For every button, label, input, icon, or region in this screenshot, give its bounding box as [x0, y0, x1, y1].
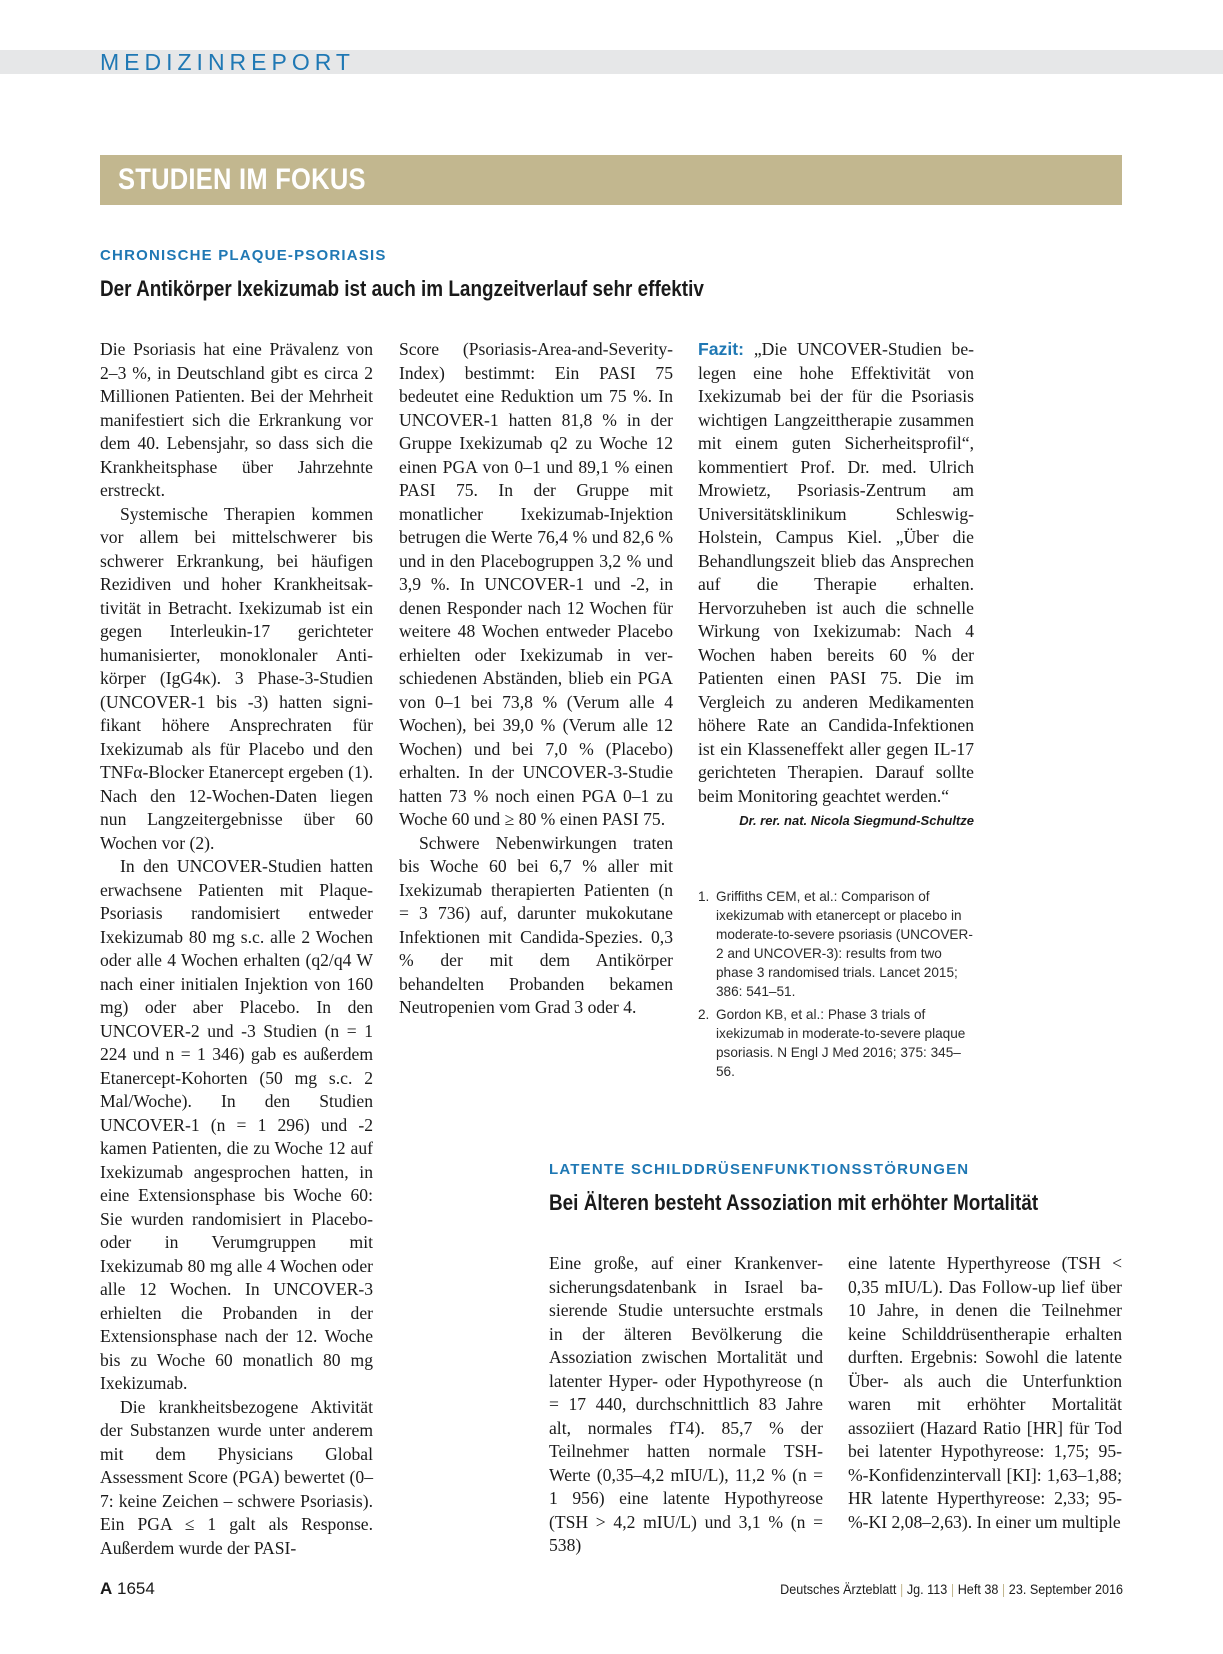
- article1-column-2: [399, 338, 673, 1020]
- journal-citation: [780, 1581, 1123, 1597]
- section-label: MEDIZINREPORT: [100, 49, 355, 75]
- paragraph: Systemische Therapien kommen vor allem bei mittelschwerer bis schwerer Erkrankung, bei häufigen Rezidiven und hoher Krankheitsaktivität in Betracht. Ixekizumab ist ein gegen Interleukin-17 gerichteter humanisierter, monoklonaler Antikörper (IgG4κ). 3 Phase-3-Studien (UNCOVER-1 bis -3) hatten signifikant höhere Ansprechraten für Ixekizumab als für Placebo und den TNFα-Blocker Etanercept ergeben (1). Nach den 12-Wochen-Daten liegen nun Langzeitergebnisse über 60 Wochen vor (2).: [100, 503, 373, 853]
- fazit-text: „Die UNCOVER-Studien belegen eine hohe Effektivität von Ixekizumab bei der für die Psoriasis wichtigen Langzeittherapie zusammen mit einem guten Sicherheitsprofil“, kommentiert Prof. Dr. med. Ulrich Mrowietz, Psoriasis-Zentrum am Universitätsklinikum Schleswig-Holstein, Campus Kiel. „Über die Behandlungszeit blieb das Ansprechen auf die Therapie erhalten. Hervorzuheben ist auch die schnelle Wirkung von Ixekizumab: Nach 4 Wochen haben bereits 60 % der Patienten einen PASI 75. Die im Vergleich zu anderen Medikamenten höhere Rate an Candida-Infektionen ist ein Klasseneffekt aller gegen IL-17 gerichteten Therapien. Darauf sollte beim Monitoring geachtet werden.“: [698, 339, 974, 806]
- journal-date: 23. September 2016: [1008, 1581, 1123, 1597]
- paragraph: Score (Psoriasis-Area-and-Severity-Index) bestimmt: Ein PASI 75 bedeutet eine Reduktion um 75 %. In UNCOVER-1 hatten 81,8 % in der Gruppe Ixekizumab q2 zu Woche 12 einen PGA von 0–1 und 89,1 % einen PASI 75. In der Gruppe mit monatlicher Ixekizumab-Injektion betrugen die Werte 76,4 % und 82,6 % und in den Placebogruppen 3,2 % und 3,9 %. In UNCOVER-1 und -2, in denen Responder nach 12 Wochen für weitere 48 Wochen entweder Placebo erhielten oder Ixekizumab in verschiedenen Abständen, blieb ein PGA von 0–1 bei 73,8 % (Verum alle 4 Wochen), bei 39,0 % (Verum alle 12 Wochen) und bei 7,0 % (Placebo) erhalten. In der UNCOVER-3-Studie hatten 73 % noch einen PGA 0–1 zu Woche 60 und ≥ 80 % einen PASI 75.: [399, 339, 673, 829]
- author-name: Dr. rer. nat. Nicola Siegmund-Schultze: [739, 813, 974, 828]
- separator: |: [899, 1581, 904, 1597]
- reference-number: 2.: [698, 1007, 710, 1022]
- article1-kicker: CHRONISCHE PLAQUE-PSORIASIS: [100, 247, 387, 264]
- reference-text: Gordon KB, et al.: Phase 3 trials of ixekizumab in moderate-to-severe plaque psoriasis. N Engl J Med 2016; 375: 345–56.: [716, 1007, 966, 1079]
- paragraph: Die krankheitsbezogene Aktivität der Substanzen wurde unter anderem mit dem Physicians Global Assessment Score (PGA) bewertet (0–7: keine Zeichen – schwere Psoriasis). Ein PGA ≤ 1 galt als Response. Außerdem wurde der PASI-: [100, 1396, 373, 1558]
- article2-column-2: [848, 1252, 1122, 1534]
- reference-text: Griffiths CEM, et al.: Comparison of ixekizumab with etanercept or placebo in moderate-to-severe psoriasis (UNCOVER-2 and UNCOVER-3): results from two phase 3 randomised trials. Lancet 2015; 386: 541–51.: [716, 889, 973, 999]
- fazit-paragraph: [698, 338, 974, 808]
- fazit-label: Fazit:: [698, 339, 744, 359]
- paragraph: Die Psoriasis hat eine Prävalenz von 2–3 %, in Deutschland gibt es circa 2 Millionen Patienten. Bei der Mehrheit manifestiert sich die Erkrankung vor dem 40. Lebensjahr, so dass sich die Krankheitsphase über Jahrzehnte erstreckt.: [100, 339, 373, 500]
- article2-kicker: LATENTE SCHILDDRÜSENFUNKTIONSSTÖRUNGEN: [549, 1161, 970, 1178]
- banner-title: STUDIEN IM FOKUS: [118, 163, 366, 196]
- references-list: [698, 887, 974, 1085]
- article1-column-1: [100, 338, 373, 1560]
- page-prefix: A: [100, 1579, 113, 1598]
- paragraph: Schwere Nebenwirkungen traten bis Woche 60 bei 6,7 % aller mit Ixekizumab therapierten Patienten (n = 3 736) auf, darunter mukokutane Infektionen mit Candida-Spezies. 0,3 % der mit dem Antikörper behandelten Probanden bekamen Neutropenien vom Grad 3 oder 4.: [399, 832, 673, 1017]
- article1-column-3: [698, 338, 974, 832]
- journal-issue: Heft 38: [957, 1581, 999, 1597]
- page-number-value: 1654: [117, 1579, 155, 1598]
- paragraph: In den UNCOVER-Studien hatten erwachsene Patienten mit Plaque-Psoriasis randomisiert entweder Ixekizumab 80 mg s.c. alle 2 Wochen oder alle 4 Wochen erhalten (q2/q4 W nach einer initialen Injektion von 160 mg) oder aber Placebo. In den UNCOVER-2 und -3 Studien (n = 1 224 und n = 1 346) gab es außerdem Etanercept-Kohorten (50 mg s.c. 2 Mal/Woche). In den Studien UNCOVER-1 (n = 1 296) und -2 kamen Patienten, die zu Woche 12 auf Ixekizumab angesprochen hatten, in eine Extensionsphase bis Woche 60: Sie wurden randomisiert in Placebo- oder in Verumgruppen mit Ixekizumab 80 mg alle 4 Wochen oder alle 12 Wochen. In UNCOVER-3 erhielten die Probanden in der Extensionsphase nach der 12. Woche bis zu Woche 60 monatlich 80 mg Ixekizumab.: [100, 856, 373, 1393]
- article2-column-1: [549, 1252, 823, 1558]
- separator: |: [950, 1581, 955, 1597]
- article1-headline: Der Antikörper Ixekizumab ist auch im Langzeitverlauf sehr effektiv: [100, 276, 704, 301]
- paragraph: eine latente Hyperthyreose (TSH < 0,35 mIU/L). Das Follow-up lief über 10 Jahre, in denen die Teilnehmer keine Schilddrüsentherapie erhalten durften. Ergebnis: Sowohl die latente Über- als auch die Unterfunktion waren mit erhöhter Mortalität assoziiert (Hazard Ratio [HR] für Tod bei latenter Hypothyreose: 1,75; 95-%-Konfidenzintervall [KI]: 1,63–1,88; HR latente Hyperthyreose: 2,33; 95-%-KI 2,08–2,63). In einer um multiple: [848, 1253, 1122, 1532]
- reference-item: [698, 1005, 974, 1081]
- article2-headline: Bei Älteren besteht Assoziation mit erhöhter Mortalität: [549, 1190, 1039, 1215]
- journal-volume: Jg. 113: [906, 1581, 948, 1597]
- section-banner: [100, 155, 1122, 205]
- reference-item: [698, 887, 974, 1001]
- paragraph: Eine große, auf einer Krankenversicherungsdatenbank in Israel basierende Studie untersuchte erstmals in der älteren Bevölkerung die Assoziation zwischen Mortalität und latenter Hyper- oder Hypothyreose (n = 17 440, durchschnittlich 83 Jahre alt, normales fT4). 85,7 % der Teilnehmer hatten normale TSH-Werte (0,35–4,2 mIU/L), 11,2 % (n = 1 956) eine latente Hypothyreose (TSH > 4,2 mIU/L) und 3,1 % (n = 538): [549, 1253, 823, 1555]
- journal-name: Deutsches Ärzteblatt: [780, 1581, 897, 1597]
- page-number: [100, 1579, 155, 1599]
- reference-number: 1.: [698, 889, 710, 904]
- separator: |: [1001, 1581, 1006, 1597]
